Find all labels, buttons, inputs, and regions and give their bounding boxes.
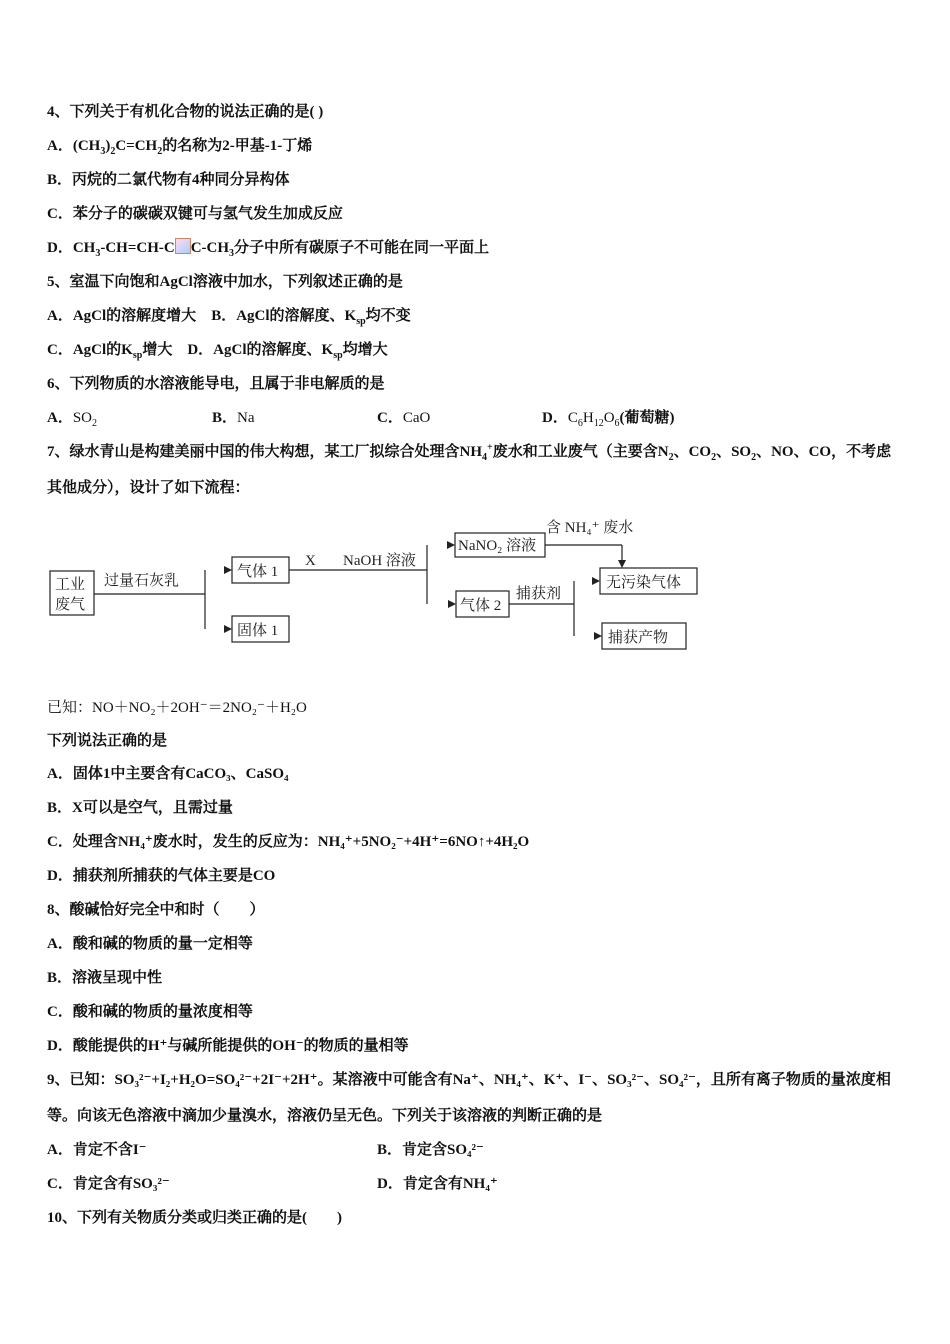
label-nh4-waste: 含 NH₄⁺ 废水 (546, 520, 634, 536)
q4-stem: 4、下列关于有机化合物的说法正确的是( ) (47, 104, 324, 120)
arrow-to-clean-gas (592, 577, 600, 585)
q9-option-c: C．肯定含有SO₃²⁻ (47, 1176, 170, 1192)
q8-option-c: C．酸和碱的物质的量浓度相等 (47, 1004, 253, 1020)
q9-stem: 9、已知：SO₃²⁻+I₂+H₂O=SO₄²⁻+2I⁻+2H⁺。某溶液中可能含有Na⁺、NH₄⁺、K⁺、I⁻、SO₃²⁻、SO₄²⁻，且所有离子物质的量浓度相等。向该无色溶液中滴加少量溴水，溶液仍呈无色。下列关于该溶液的判断正确的是 (47, 1072, 891, 1124)
label-gas1: 气体 1 (237, 564, 279, 580)
label-naoh: NaOH 溶液 (343, 553, 416, 569)
q7-option-c: C．处理含NH₄⁺废水时，发生的反应为：NH₄⁺+5NO₂⁻+4H⁺=6NO↑+4H₂O (47, 834, 530, 850)
label-clean-gas: 无污染气体 (606, 575, 682, 591)
q6-option-b: B．Na (212, 410, 255, 426)
arrow-to-clean-gas-top (618, 560, 626, 568)
label-waste-gas-1: 工业 (55, 577, 86, 593)
label-gas2: 气体 2 (460, 598, 502, 614)
q6-stem: 6、下列物质的水溶液能导电，且属于非电解质的是 (47, 376, 385, 392)
q4-option-d: D．$CH_3-CH=CH-C$ $C-CH_3$分子中所有碳原子不可能在同一平面上 (47, 240, 490, 259)
q8-option-d: D．酸能提供的H⁺与碱所能提供的OH⁻的物质的量相等 (47, 1038, 409, 1054)
arrow-to-nano2 (447, 541, 455, 549)
q8-option-a: A．酸和碱的物质的量一定相等 (47, 936, 253, 952)
q5-option-d: D．AgCl的溶解度、$K_{sp}$均增大 (187, 342, 388, 361)
label-waste-gas-2: 废气 (55, 597, 86, 613)
q7-option-d: D．捕获剂所捕获的气体主要是CO (47, 868, 276, 884)
q5-option-b: B．AgCl的溶解度、$K_{sp}$均不变 (211, 308, 411, 327)
label-capture-agent: 捕获剂 (516, 586, 562, 602)
q6-option-d: D．$C_6H_{12}O_6$(葡萄糖) (542, 410, 675, 429)
q7-ask: 下列说法正确的是 (47, 733, 168, 749)
label-solid1: 固体 1 (237, 623, 279, 639)
q5-options-cd (47, 340, 388, 360)
q7-known: 已知：NO＋NO₂＋2OH⁻＝2NO₂⁻＋H₂O (47, 700, 307, 716)
benzene-ring-icon (175, 238, 191, 254)
q10-stem: 10、下列有关物质分类或归类正确的是( ) (47, 1210, 342, 1226)
q5-option-c: C．AgCl的$K_{sp}$增大 (47, 342, 173, 361)
arrow-to-gas1 (224, 566, 232, 574)
q4-option-a: A．$(CH_3)_2C=CH_2$的名称为2-甲基-1-丁烯 (47, 138, 313, 157)
q4-option-b: B．丙烷的二氯代物有4种同分异构体 (47, 172, 290, 188)
arrow-to-product (594, 632, 602, 640)
q7-stem: 7、绿水青山是构建美丽中国的伟大构想，某工厂拟综合处理含$NH_4^+$废水和工业废气（主要含$N_2$、$CO_2$、$SO_2$、NO、CO，不考虑其他成分），设计了如下流程： (47, 442, 892, 496)
q8-option-b: B．溶液呈现中性 (47, 970, 163, 986)
q5-options-ab (47, 306, 411, 326)
label-product: 捕获产物 (608, 630, 669, 646)
q5-stem: 5、室温下向饱和AgCl溶液中加水，下列叙述正确的是 (47, 274, 403, 290)
label-lime: 过量石灰乳 (104, 573, 180, 589)
q6-option-a: A．$SO_2$ (47, 410, 98, 429)
q8-stem: 8、酸碱恰好完全中和时（ ） (47, 902, 265, 918)
arrow-to-solid1 (224, 625, 232, 633)
label-x: X (305, 553, 316, 569)
q7-option-a: A．固体1中主要含有CaCO₃、CaSO₄ (47, 766, 289, 782)
q5-option-a: A．AgCl的溶解度增大 (47, 308, 197, 324)
process-flow-diagram (0, 515, 950, 665)
q9-option-b: B．肯定含SO₄²⁻ (377, 1142, 484, 1158)
q9-option-a: A．肯定不含I⁻ (47, 1142, 147, 1158)
q9-option-d: D．肯定含有NH₄⁺ (377, 1176, 498, 1192)
label-nano2: NaNO₂ 溶液 (458, 538, 537, 554)
q4-option-c: C．苯分子的碳碳双键可与氢气发生加成反应 (47, 206, 343, 222)
arrow-to-gas2 (448, 600, 456, 608)
q7-option-b: B．X可以是空气，且需过量 (47, 800, 233, 816)
q6-option-c: C．CaO (377, 410, 431, 426)
